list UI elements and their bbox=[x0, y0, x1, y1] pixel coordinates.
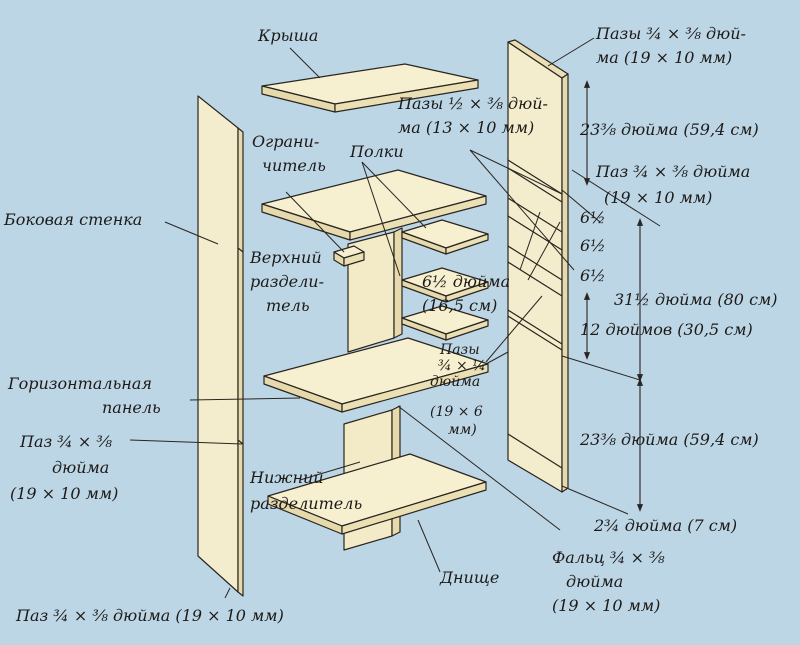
bottom-label: Днище bbox=[440, 568, 500, 587]
groove-left-label-1: Паз ¾ × ⅜ bbox=[20, 432, 112, 451]
small-grooves-label-2: ¾ × ¼ bbox=[438, 358, 486, 374]
top-grooves-label-1: Пазы ¾ × ⅜ дюй- bbox=[596, 24, 746, 43]
rabbet-label-2: дюйма bbox=[566, 572, 624, 591]
side-wall-label: Боковая стенка bbox=[4, 210, 143, 229]
groove-left-label-2: дюйма bbox=[52, 458, 110, 477]
dim-23-bottom-label: 23⅜ дюйма (59,4 см) bbox=[580, 430, 759, 449]
upper-divider-label-2: раздели- bbox=[250, 272, 325, 291]
groove-right-label-2: (19 × 10 мм) bbox=[604, 188, 713, 207]
groove-right-label-1: Паз ¾ × ⅜ дюйма bbox=[596, 162, 751, 181]
stop-label-line-1: Ограни- bbox=[252, 132, 320, 151]
dim-23-top-label: 23⅜ дюйма (59,4 см) bbox=[580, 120, 759, 139]
lower-divider-label-2: разделитель bbox=[250, 494, 363, 513]
upper-divider-label-3: тель bbox=[266, 296, 310, 315]
half-grooves-label-2: ма (13 × 10 мм) bbox=[398, 118, 535, 137]
small-grooves-label-3: дюйма bbox=[430, 374, 481, 390]
roof-label: Крыша bbox=[258, 26, 319, 45]
half-grooves-label-1: Пазы ½ × ⅜ дюй- bbox=[398, 94, 548, 113]
groove-bottom-label: Паз ¾ × ⅜ дюйма (19 × 10 мм) bbox=[16, 606, 284, 625]
horizontal-panel-label-2: панель bbox=[102, 398, 161, 417]
lower-divider-label-1: Нижний bbox=[250, 468, 324, 487]
dim-12-label: 12 дюймов (30,5 см) bbox=[580, 320, 753, 339]
dim-2-3-4-label: 2¾ дюйма (7 см) bbox=[594, 516, 738, 535]
rabbet-label-1: Фальц ¾ × ⅜ bbox=[552, 548, 665, 567]
horizontal-panel-label-1: Горизонтальная bbox=[8, 374, 152, 393]
dim-31-label: 31½ дюйма (80 см) bbox=[614, 290, 778, 309]
small-grooves-label-5: мм) bbox=[448, 422, 477, 438]
stop-label-line-2: читель bbox=[262, 156, 326, 175]
groove-left-label-3: (19 × 10 мм) bbox=[10, 484, 119, 503]
rabbet-label-3: (19 × 10 мм) bbox=[552, 596, 661, 615]
upper-divider-label-1: Верхний bbox=[250, 248, 322, 267]
shelf-gap-2-label: 6½ bbox=[580, 236, 606, 255]
shelf-1 bbox=[402, 220, 488, 254]
shelves-label: Полки bbox=[350, 142, 404, 161]
shelf-spacing-label-2: (16,5 см) bbox=[422, 296, 498, 315]
shelf-spacing-label-1: 6½ дюйма bbox=[422, 272, 511, 291]
small-grooves-label-4: (19 × 6 bbox=[430, 404, 483, 420]
shelf-gap-3-label: 6½ bbox=[580, 266, 606, 285]
small-grooves-label-1: Пазы bbox=[440, 342, 480, 358]
side-wall-left bbox=[198, 96, 243, 596]
shelf-gap-1-label: 6½ bbox=[580, 208, 606, 227]
top-grooves-label-2: ма (19 × 10 мм) bbox=[596, 48, 733, 67]
